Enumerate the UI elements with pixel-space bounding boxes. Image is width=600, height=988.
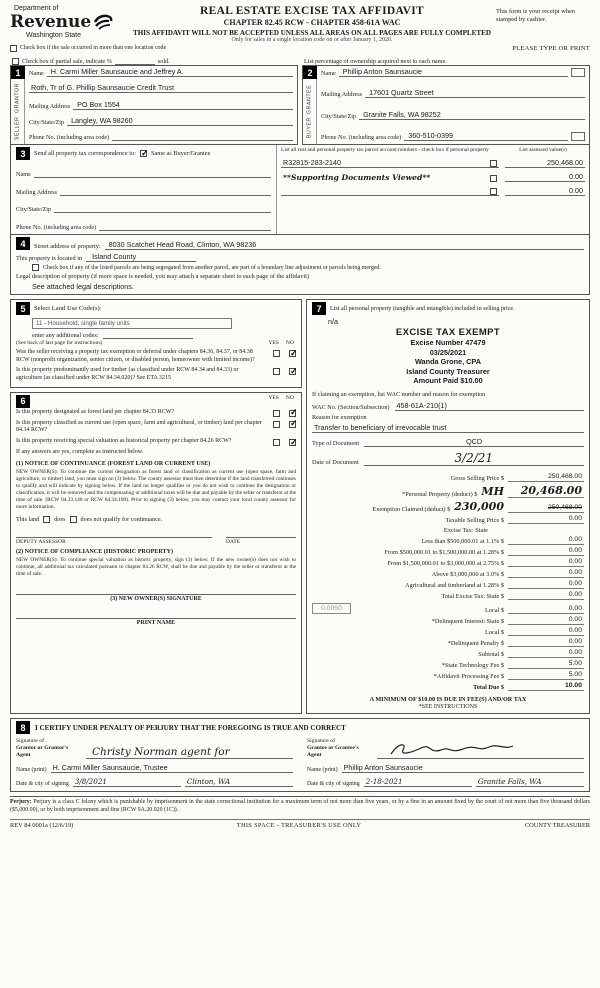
personal-property-label: List all personal property (tangible and intangible) included in selling price.	[330, 305, 515, 312]
buyer-grantee-section	[302, 65, 590, 145]
corr-mailing-label: Mailing Address	[16, 188, 58, 196]
land-use-label: Select Land Use Code(s):	[34, 305, 102, 313]
s5-question2: Is this property predominantly used for timber (as classified under RCW 84.34 and 84.33) or agriculture (as classified under RCW 84.34.020)? See ETA 3215	[16, 367, 239, 382]
partial-sale-checkbox[interactable]	[12, 58, 19, 65]
seller-phone-label: Phone No. (including area code)	[29, 134, 110, 142]
grantee-name-print-label: Name (print)	[307, 766, 338, 773]
assessed-values-header: List assessed value(s)	[519, 147, 567, 154]
rate2-value[interactable]: 0.00	[508, 547, 584, 556]
seller-name-label: Name	[29, 70, 44, 78]
buyer-name-label: Name	[321, 70, 336, 78]
see-instructions-note: *SEE INSTRUCTIONS	[418, 704, 478, 711]
rate3-label: From $1,500,000.01 to $3,000,000 at 2.75% $	[387, 560, 504, 568]
seller-name-field-line2[interactable]: Roth, Tr of G. Phillip Saunsaucie Credit Trust	[29, 83, 293, 93]
state-technology-fee-value[interactable]: 5.00	[508, 660, 584, 669]
affidavit-processing-fee-label: *Affidavit Processing Fee $	[433, 673, 504, 681]
buyer-name-field[interactable]: Phillip Anton Saunsaucie	[339, 67, 568, 77]
buyer-mailing-field[interactable]: 17601 Quartz Street	[365, 88, 585, 98]
stamp-amount-paid: Amount Paid $10.00	[413, 376, 483, 386]
notice-compliance-title: (2) NOTICE OF COMPLIANCE (HISTORIC PROPERTY)	[16, 549, 174, 556]
seller-mailing-label: Mailing Address	[29, 102, 71, 110]
multi-location-checkbox[interactable]	[10, 45, 17, 52]
stamp-excise-number: Excise Number 47479	[410, 338, 486, 348]
type-of-document-field[interactable]: QCD	[364, 437, 584, 447]
agricultural-value[interactable]: 0.00	[508, 580, 584, 589]
acceptance-warning: THIS AFFIDAVIT WILL NOT BE ACCEPTED UNLESS ALL AREAS ON ALL PAGES ARE FULLY COMPLETED	[133, 29, 491, 37]
receipt-note: This form is your receipt when stamped by cashier.	[496, 8, 575, 23]
s6-question2: Is this property classified as current use (open space, farm and agricultural, or timber) land per chapter 84.34 RCW?	[16, 419, 262, 434]
grantee-date-field[interactable]: 2-18-2021	[364, 777, 472, 787]
reason-exemption-label: Reason for exemption	[312, 413, 367, 421]
total-due-label: Total Due $	[473, 684, 504, 692]
washington-state-label: Washington State	[26, 32, 81, 39]
buyer-citystatezip-field[interactable]: Granite Falls, WA 98252	[359, 110, 585, 120]
rate1-value[interactable]: 0.00	[508, 536, 584, 545]
same-as-buyer-label: Same as Buyer/Grantee	[150, 150, 211, 158]
new-owner-signature-line[interactable]: (3) NEW OWNER(S) SIGNATURE	[16, 594, 296, 602]
notice-continuance-text: NEW OWNER(S): To continue the current designation as forest land or classification as current use (open space, farm and agriculture, or timber) land, you must sign on (3) below. The county assessor must then determine if the land transferred continues to qualify and will indicate by signing below. If the land no longer qualifies or you do not wish to continue the designation or classification, it will be removed and the compensating or additional taxes will be due and payable by the seller or transferor at the time of sale. (RCW 84.33.140 or RCW 84.34.108). Prior to signing (3) below, you may contact your local county assessor for more information.	[16, 468, 296, 511]
personal-property-deduct-label: *Personal Property (deduct) $	[402, 490, 478, 498]
located-in-label: This property is located in	[16, 255, 83, 263]
parcel1-personal-checkbox[interactable]	[490, 160, 497, 167]
form-number: REV 84 0001a (12/6/19)	[10, 822, 74, 830]
s6-q3-yes-checkbox[interactable]	[273, 439, 280, 446]
s6-q1-no-checkbox[interactable]	[289, 410, 296, 417]
deputy-date-line[interactable]: DATE	[226, 537, 296, 545]
land-does-checkbox[interactable]	[43, 516, 50, 523]
perjury-text: Perjury is a class C felony which is punishable by imprisonment in the state correctional institution for a maximum term of not more than five years, or by a fine in an amount fixed by the court of not more than five thousand dollars ($5,000.00), or by both imprisonment and fine (RCW 9A.20.020 (1C)).	[10, 798, 590, 813]
excise-tax-state-header: Excise Tax: State	[443, 526, 488, 534]
delinquent-interest-local-value[interactable]: 0.00	[508, 627, 584, 636]
local-rate-box: 0.0050	[312, 603, 351, 614]
buyer-mailing-label: Mailing Address	[321, 91, 363, 99]
agricultural-label: Agricultural and timberland at 1.28% $	[405, 582, 504, 590]
corr-mailing-field[interactable]	[60, 187, 271, 196]
additional-codes-label: enter any additional codes:	[32, 332, 99, 340]
section2-badge: 2	[303, 66, 317, 79]
notice-continuance-title: (1) NOTICE OF CONTINUANCE (FOREST LAND OR CURRENT USE)	[16, 460, 211, 467]
ownership-percent-box[interactable]	[571, 68, 585, 77]
excise-tax-section	[306, 299, 590, 714]
grantor-signature-block	[16, 738, 293, 787]
section1-badge: 1	[11, 66, 25, 79]
dor-logo	[10, 5, 128, 43]
s6-question1: Is this property designated as forest land per chapter 84.33 RCW?	[16, 408, 175, 415]
print-name-line[interactable]: PRINT NAME	[16, 618, 296, 626]
notice-compliance-text: NEW OWNER(S): To continue special valuation as historic property, sign (3) below. If the new owner(s) does not wish to continue, all additional tax calculated pursuant to chapter 84.26 RCW, shall be due and payable by the seller or transferor at the time of sale.	[16, 557, 296, 578]
supporting-documents-note: **Supporting Documents Viewed**	[283, 172, 431, 182]
form-footer	[10, 819, 590, 829]
seller-citystatezip-label: City/State/Zip	[29, 118, 65, 126]
gross-selling-price-label: Gross Selling Price $	[450, 474, 504, 482]
section4-badge: 4	[16, 237, 30, 250]
this-land-label: This land	[16, 516, 40, 524]
buyer-phone-percent-box[interactable]	[571, 132, 585, 141]
local-tax-value[interactable]: 0.00	[508, 605, 584, 614]
s6-question3: Is this property receiving special valuation as historical property per chapter 84.26 RCW?	[16, 438, 232, 445]
forest-land-section	[10, 392, 302, 714]
grantor-signature-field[interactable]	[86, 741, 293, 759]
wac-number-label: WAC No. (Section/Subsection)	[312, 403, 390, 411]
assessed-value-2[interactable]: 0.00	[505, 172, 585, 182]
grantor-name-print-field[interactable]: H. Carmi Miller Saunsaucie, Trustee	[51, 763, 293, 773]
taxable-selling-price-value[interactable]: 0.00	[508, 515, 584, 524]
buyer-phone-label: Phone No. (including area code)	[321, 134, 402, 142]
grantee-signature-field[interactable]	[377, 741, 584, 759]
seller-grantor-side-label: SELLER GRANTOR	[14, 83, 21, 140]
corr-citystatezip-field[interactable]	[54, 204, 271, 213]
section6-badge: 6	[16, 395, 30, 408]
if-yes-note: If any answers are yes, complete as instructed below.	[16, 449, 144, 456]
form-header	[10, 5, 590, 43]
stamp-treasurer-name: Wanda Grone, CPA	[414, 357, 482, 367]
exemption-claimed-struck-value: 250,468.00	[508, 504, 584, 513]
corr-name-label: Name	[16, 170, 31, 178]
deputy-assessor-signature-line[interactable]: DEPUTY ASSESSOR	[16, 537, 212, 545]
corr-name-field[interactable]	[34, 169, 271, 178]
gross-selling-price-value[interactable]: 250,468.00	[508, 473, 584, 482]
delinquent-interest-local-label: Local $	[484, 628, 504, 636]
grantee-name-print-field[interactable]: Phillip Anton Saunsaucie	[342, 763, 584, 773]
total-excise-state-value[interactable]: 0.00	[508, 591, 584, 600]
certify-statement: I CERTIFY UNDER PENALTY OF PERJURY THAT THE FOREGOING IS TRUE AND CORRECT	[35, 723, 346, 732]
subtotal-label: Subtotal $	[478, 650, 504, 658]
land-does-not-checkbox[interactable]	[70, 516, 77, 523]
buyer-grantee-side-label: BUYER GRANTEE	[306, 85, 313, 139]
assessed-value-3[interactable]: 0.00	[505, 186, 585, 196]
assessed-value-1[interactable]: 250,468.00	[505, 158, 585, 168]
grantor-name-print-label: Name (print)	[16, 766, 47, 773]
grantee-date-city-label: Date & city of signing	[307, 780, 360, 787]
treasurer-stamp	[396, 327, 500, 385]
perjury-prefix: Perjury:	[10, 798, 32, 805]
delinquent-penalty-label: *Delinquent Penalty $	[447, 639, 504, 647]
section8-badge: 8	[16, 721, 30, 734]
section5-badge: 5	[16, 302, 30, 315]
delinquent-interest-state-label: *Delinquent Interest: State $	[431, 617, 504, 625]
certification-section	[10, 718, 590, 792]
dept-of-label: Department of	[14, 5, 59, 12]
parcel-row	[281, 172, 585, 182]
buyer-phone-field[interactable]: 360-510-0399	[404, 131, 568, 141]
perjury-notice	[10, 796, 590, 815]
rate4-label: Above $3,000,000 at 3.0% $	[431, 571, 504, 579]
delinquent-interest-state-value[interactable]: 0.00	[508, 616, 584, 625]
tax-correspondence-section	[10, 145, 590, 235]
grantee-signature-block	[307, 738, 584, 787]
see-back-note: (See back of last page for instructions)	[16, 340, 103, 347]
wac-number-field[interactable]: 458-61A-210(1)	[395, 401, 584, 411]
single-location-note: Only for sales in a single location code on or after January 1, 2020.	[231, 37, 393, 43]
seller-grantor-section	[10, 65, 298, 145]
legal-description-value[interactable]: See attached legal descriptions.	[32, 282, 134, 292]
stamp-exempt-line: EXCISE TAX EXEMPT	[395, 327, 501, 339]
parcel-number-field[interactable]: R32815-283-2140	[283, 157, 341, 167]
partial-sale-label: Check box if partial sale, indicate %	[22, 58, 112, 66]
ownership-percent-note: List percentage of ownership acquired next to each name.	[304, 58, 447, 66]
personal-property-deduct-value[interactable]: 20,468.00	[508, 484, 584, 498]
total-due-value[interactable]: 10.00	[508, 682, 584, 691]
revenue-wordmark: Revenue	[10, 12, 92, 32]
subtotal-value[interactable]: 0.00	[508, 649, 584, 658]
date-of-document-label: Date of Document	[312, 458, 359, 466]
section7-badge: 7	[312, 302, 326, 315]
land-use-code-box[interactable]: 11 - Household, single family units	[32, 318, 232, 329]
segregated-checkbox[interactable]	[32, 264, 39, 271]
exemption-claim-note: If claiming an exemption, list WAC number and reason for exemption	[312, 390, 486, 398]
s6-q2-no-checkbox[interactable]	[289, 421, 296, 428]
yes-no-header: YES NO	[268, 394, 294, 401]
street-address-field[interactable]: 8030 Scatchet Head Road, Clinton, WA 98236	[105, 240, 584, 250]
corr-phone-field[interactable]	[99, 222, 271, 231]
grantee-signature-of-label: Signature of	[307, 738, 335, 745]
type-of-document-label: Type of Document	[312, 439, 360, 447]
partial-sale-percent-line[interactable]	[115, 57, 155, 65]
section3-badge: 3	[16, 147, 30, 160]
tax-computation-table	[312, 471, 584, 692]
minimum-due-note: A MINIMUM OF $10.00 IS DUE IN FEE(S) AND/OR TAX	[369, 696, 527, 704]
street-address-label: Street address of property:	[34, 243, 101, 251]
parcel3-personal-checkbox[interactable]	[490, 188, 497, 195]
seller-name-field[interactable]: H. Carmi Miller Saunsaucie and Jeffrey A.	[47, 67, 293, 77]
s6-q3-no-checkbox[interactable]	[289, 439, 296, 446]
s5-q1-no-checkbox[interactable]	[289, 350, 296, 357]
rate4-value[interactable]: 0.00	[508, 569, 584, 578]
segregated-label: Check box if any of the listed parcels are being segregated from another parcel, are part of a boundary line adjustment or parcels being merged.	[43, 265, 381, 272]
personal-property-na[interactable]: n/a	[328, 317, 338, 327]
land-use-section	[10, 299, 302, 388]
does-label: does	[54, 516, 66, 524]
grantor-date-city-label: Date & city of signing	[16, 780, 69, 787]
exemption-claimed-hw-value[interactable]: 230,000	[454, 499, 504, 513]
stamp-date: 03/25/2021	[429, 347, 467, 357]
taxable-selling-price-label: Taxable Selling Price $	[445, 516, 504, 524]
date-of-document-field[interactable]: 3/2/21	[364, 451, 584, 466]
s5-q1-yes-checkbox[interactable]	[273, 350, 280, 357]
parcel2-personal-checkbox[interactable]	[490, 175, 497, 182]
grantor-signature-handwriting: Christy Norman agent for	[92, 745, 230, 758]
yes-no-header: YES NO	[268, 340, 294, 347]
grantor-signature-of-label: Signature of	[16, 738, 44, 745]
grantee-signature-scribble	[387, 740, 517, 758]
stamp-treasurer-title: Island County Treasurer	[406, 366, 490, 376]
seller-phone-field[interactable]	[112, 132, 293, 141]
rate2-label: From $500,000.01 to $1,500,000.00 at 1.28% $	[384, 549, 504, 557]
seller-citystatezip-field[interactable]: Langley, WA 98260	[67, 116, 293, 126]
s5-question1: Was the seller receiving a property tax exemption or deferral under chapters 84.36, 84.37, or 84.38 RCW (nonprofit organization, senior citizen, or disabled person, homeowner with limited income)?	[16, 349, 255, 363]
s5-q2-no-checkbox[interactable]	[289, 368, 296, 375]
reason-exemption-field[interactable]: Transfer to beneficiary of irrevocable trust	[312, 423, 584, 433]
revenue-swirl-icon	[93, 14, 113, 30]
grantee-city-field[interactable]: Granite Falls, WA	[476, 777, 584, 787]
state-technology-fee-label: *State Technology Fee $	[441, 662, 504, 669]
s5-q2-yes-checkbox[interactable]	[273, 368, 280, 375]
legal-description-label: Legal description of property (if more space is needed, you may attach a separate sheet to each page of the affidavit)	[16, 273, 310, 281]
multi-location-label: Check box if the sale occurred in more than one location code	[20, 45, 167, 51]
county-treasurer-label: COUNTY TREASURER	[524, 822, 590, 830]
exemption-claimed-label: Exemption Claimed (deduct) $	[372, 505, 451, 513]
additional-codes-field[interactable]	[103, 331, 193, 339]
corr-phone-label: Phone No. (including area code)	[16, 224, 97, 232]
partial-sale-suffix: sold.	[157, 58, 170, 66]
property-address-section	[10, 235, 590, 295]
s6-q2-yes-checkbox[interactable]	[273, 421, 280, 428]
form-title: REAL ESTATE EXCISE TAX AFFIDAVIT	[200, 5, 424, 17]
parcel-row	[281, 186, 585, 196]
total-excise-state-label: Total Excise Tax: State $	[441, 593, 504, 601]
grantee-agent-label: Grantee or Grantee's Agent	[307, 745, 359, 758]
buyer-citystatezip-label: City/State/Zip	[321, 112, 357, 120]
local-tax-label: Local $	[484, 606, 504, 614]
affidavit-processing-fee-value[interactable]: 5.00	[508, 671, 584, 680]
grantor-date-field[interactable]: 3/8/2021	[73, 777, 181, 787]
delinquent-penalty-value[interactable]: 0.00	[508, 638, 584, 647]
does-not-label: does not qualify for continuance.	[80, 516, 163, 524]
seller-mailing-field[interactable]: PO Box 1554	[73, 100, 293, 110]
county-field[interactable]: Island County	[86, 252, 196, 262]
grantor-city-field[interactable]: Clinton, WA	[185, 777, 293, 787]
parcel-row	[281, 158, 585, 168]
send-correspondence-label: Send all property tax correspondence to:	[34, 150, 136, 158]
please-type-label: PLEASE TYPE OR PRINT	[512, 45, 590, 52]
parcel-numbers-header: List all real and personal property tax parcel account numbers - check box if personal property	[281, 147, 489, 154]
s6-q1-yes-checkbox[interactable]	[273, 410, 280, 417]
rate3-value[interactable]: 0.00	[508, 558, 584, 567]
personal-property-hw-prefix: MH	[481, 484, 504, 498]
treasurer-use-label: THIS SPACE - TREASURER'S USE ONLY	[236, 822, 362, 830]
chapter-subtitle: CHAPTER 82.45 RCW - CHAPTER 458-61A WAC	[223, 18, 401, 27]
grantor-agent-label: Grantor or Grantor's Agent	[16, 745, 69, 758]
rate1-label: Less than $500,000.01 at 1.1% $	[421, 537, 504, 545]
corr-citystatezip-label: City/State/Zip	[16, 206, 52, 214]
same-as-buyer-checkbox[interactable]	[140, 150, 147, 157]
